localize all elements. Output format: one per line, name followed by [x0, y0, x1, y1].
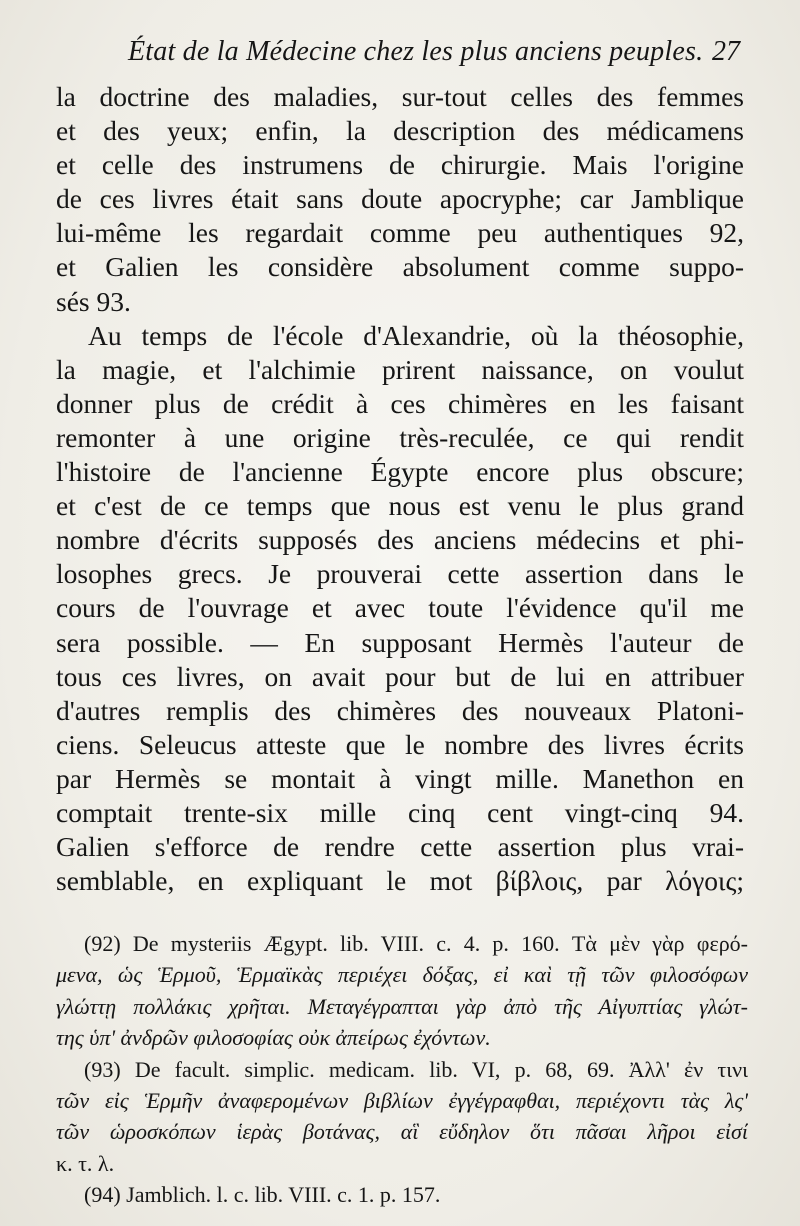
body-line: par Hermès se montait à vingt mille. Manethon en: [56, 762, 744, 794]
body-line: remonter à une origine très-reculée, ce qui rendit: [56, 421, 744, 453]
body-line: la doctrine des maladies, sur-tout celles des femmes: [56, 81, 744, 112]
body-line: cours de l'ouvrage et avec toute l'évidence qu'il me: [56, 592, 744, 624]
body-line: et des yeux; enfin, la description des médicamens: [56, 115, 744, 147]
body-line: et celle des instrumens de chirurgie. Mais l'origine: [56, 149, 744, 181]
page-number: 27: [712, 36, 740, 67]
footnote-line: κ. τ. λ.: [56, 1150, 115, 1176]
body-line: Au temps de l'école d'Alexandrie, où la théosophie,: [88, 319, 744, 351]
footnote-line: γλώττῃ πολλάκις χρῆται. Μεταγέγραπται γὰρ ἀπὸ τῆς Αἰγυπτίας γλώτ-: [56, 993, 748, 1019]
footnotes: [56, 928, 748, 1211]
page-header: [110, 36, 750, 76]
body-line: losophes grecs. Je prouverai cette assertion dans le: [56, 558, 744, 590]
body-line: ciens. Seleucus atteste que le nombre des livres écrits: [56, 728, 744, 760]
body-text: [56, 80, 744, 898]
running-title: État de la Médecine chez les plus anciens peuples.: [128, 36, 704, 67]
body-line: et c'est de ce temps que nous est venu le plus grand: [56, 490, 744, 522]
footnote-line: της ὑπ' ἀνδρῶν φιλοσοφίας οὐκ ἀπείρως ἐχόντων.: [56, 1025, 491, 1051]
body-line: de ces livres était sans doute apocryphe; car Jamblique: [56, 183, 744, 215]
footnote-line: τῶν ὡροσκόπων ἱερὰς βοτάνας, αἳ εὔδηλον ὅτι πᾶσαι λῆροι εἰσί: [56, 1119, 748, 1145]
body-line: semblable, en expliquant le mot βίβλοις, par λόγοις;: [56, 865, 744, 897]
footnote-line: μενα, ὡς Ἑρμοῦ, Ἑρμαϊκὰς περιέχει δόξας, εἰ καὶ τῇ τῶν φιλοσόφων: [56, 962, 748, 988]
footnote-line: τῶν εἰς Ἑρμῆν ἀναφερομένων βιβλίων ἐγγέγραφθαι, περιέχοντι τὰς λς': [56, 1087, 748, 1113]
body-line: comptait trente-six mille cinq cent vingt-cinq 94.: [56, 796, 744, 828]
body-line: sera possible. — En supposant Hermès l'auteur de: [56, 626, 744, 658]
footnote-line: (93) De facult. simplic. medicam. lib. VI, p. 68, 69. Ἀλλ' ἐν τινι: [84, 1056, 748, 1082]
footnote-line: (94) Jamblich. l. c. lib. VIII. c. 1. p. 157.: [84, 1182, 441, 1208]
body-line: Galien s'efforce de rendre cette assertion plus vrai-: [56, 831, 744, 863]
body-line: l'histoire de l'ancienne Égypte encore plus obscure;: [56, 456, 744, 488]
body-line: d'autres remplis des chimères des nouveaux Platoni-: [56, 694, 744, 726]
body-line: donner plus de crédit à ces chimères en les faisant: [56, 387, 744, 419]
body-line: sés 93.: [56, 285, 131, 317]
footnote-line: (92) De mysteriis Ægypt. lib. VIII. c. 4. p. 160. Τὰ μὲν γὰρ φερό-: [84, 931, 748, 956]
body-line: et Galien les considère absolument comme suppo-: [56, 251, 744, 283]
body-line: nombre d'écrits supposés des anciens médecins et phi-: [56, 524, 744, 556]
body-line: lui-même les regardait comme peu authentiques 92,: [56, 217, 744, 249]
body-line: tous ces livres, on avait pour but de lui en attribuer: [56, 660, 744, 692]
body-line: la magie, et l'alchimie prirent naissance, on voulut: [56, 353, 744, 385]
